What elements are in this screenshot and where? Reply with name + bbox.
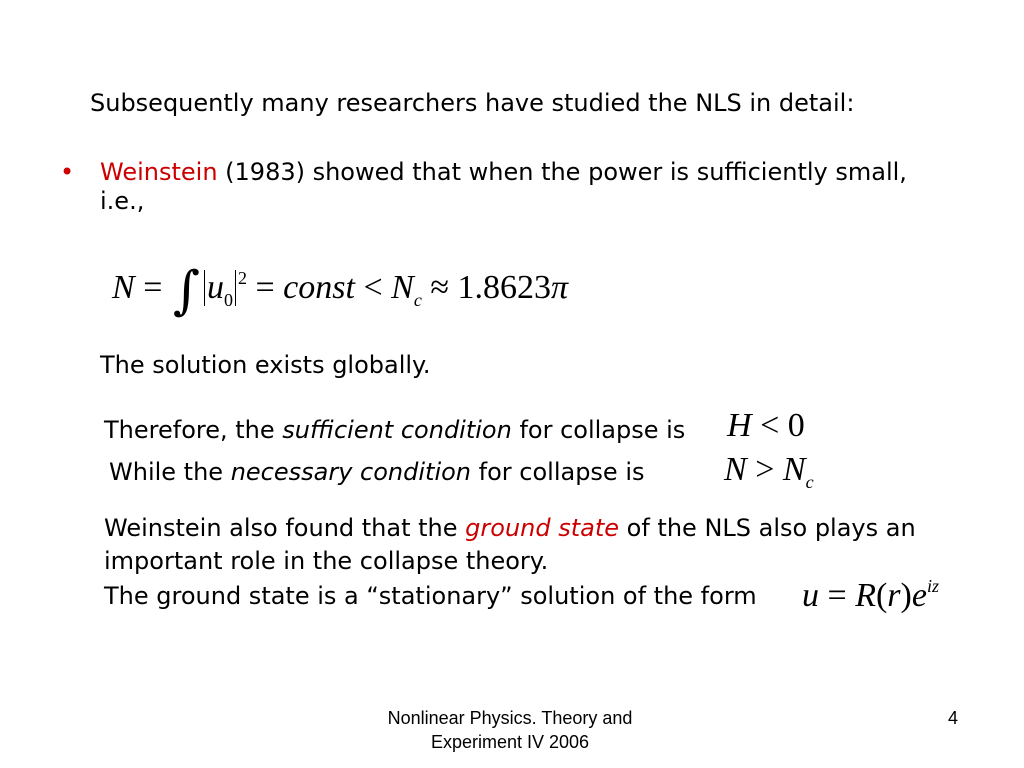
- solution-text: The solution exists globally.: [100, 351, 431, 379]
- math-R: R: [855, 577, 876, 614]
- weinstein-name: Weinstein: [100, 158, 218, 186]
- ground-line-3: The ground state is a “stationary” solution of the form: [104, 582, 757, 610]
- necessary-math: [724, 450, 814, 490]
- footer-text: [340, 706, 680, 754]
- sufficient-condition-line: [104, 415, 685, 445]
- eq-pi: π: [550, 269, 569, 306]
- ground-state-math: [802, 576, 939, 616]
- footer-line-2: Experiment IV 2006: [430, 732, 590, 752]
- ground-line-1-before: Weinstein also found that the: [104, 514, 466, 542]
- bullet-line-1-rest: (1983) showed that when the power is sufficiently small,: [217, 158, 907, 186]
- bullet-line-2: i.e.,: [100, 187, 145, 215]
- eq-u-subscript: 0: [223, 290, 233, 310]
- main-equation: [112, 261, 569, 321]
- necessary-term: necessary condition: [230, 458, 472, 486]
- ground-state-term: ground state: [465, 514, 620, 542]
- necessary-after: for collapse is: [471, 458, 645, 486]
- ground-line-1: [104, 513, 916, 543]
- footer-line-1: Nonlinear Physics. Theory and: [387, 708, 633, 728]
- eq-Nc-subscript: c: [413, 290, 422, 310]
- math-N: N: [724, 451, 747, 488]
- abs-bar-left: [204, 270, 205, 306]
- abs-bar-right: [235, 270, 236, 306]
- integral-symbol: ∫: [172, 261, 200, 321]
- eq-value: 1.8623: [457, 269, 551, 306]
- eq-N: N: [112, 269, 135, 306]
- math-paren-close: ): [900, 577, 912, 614]
- math-exponent: iz: [926, 576, 939, 596]
- eq-approx: ≈: [421, 269, 458, 306]
- eq-less-than: <: [354, 269, 392, 306]
- eq-equals-1: =: [134, 269, 171, 306]
- sufficient-math: [727, 406, 805, 446]
- math-paren-open: (: [875, 577, 888, 614]
- math-u: u: [802, 577, 819, 614]
- sufficient-after: for collapse is: [511, 416, 686, 444]
- math-Nc-subscript: c: [805, 472, 814, 492]
- sufficient-term: sufficient condition: [282, 416, 512, 444]
- eq-Nc: N: [391, 269, 414, 306]
- math-less-than: <: [751, 407, 788, 444]
- math-zero: 0: [787, 407, 805, 444]
- eq-u: u: [206, 269, 224, 306]
- math-Nc: N: [782, 451, 806, 488]
- eq-power: 2: [237, 268, 247, 288]
- math-greater-than: >: [746, 451, 783, 488]
- math-equals: =: [819, 577, 856, 614]
- bullet-line-1: [100, 157, 907, 187]
- math-H: H: [727, 407, 752, 444]
- intro-text: Subsequently many researchers have studied the NLS in detail:: [90, 89, 855, 117]
- eq-equals-2: =: [246, 269, 284, 306]
- ground-line-2: important role in the collapse theory.: [104, 547, 549, 575]
- eq-const: const: [283, 269, 355, 306]
- math-r: r: [887, 577, 901, 614]
- ground-line-1-after: of the NLS also plays an: [619, 514, 916, 542]
- sufficient-before: Therefore, the: [104, 416, 283, 444]
- bullet-symbol: •: [60, 158, 75, 186]
- necessary-before: While the: [109, 458, 231, 486]
- page-number: 4: [948, 708, 959, 728]
- math-e: e: [911, 577, 927, 614]
- necessary-condition-line: [109, 457, 645, 487]
